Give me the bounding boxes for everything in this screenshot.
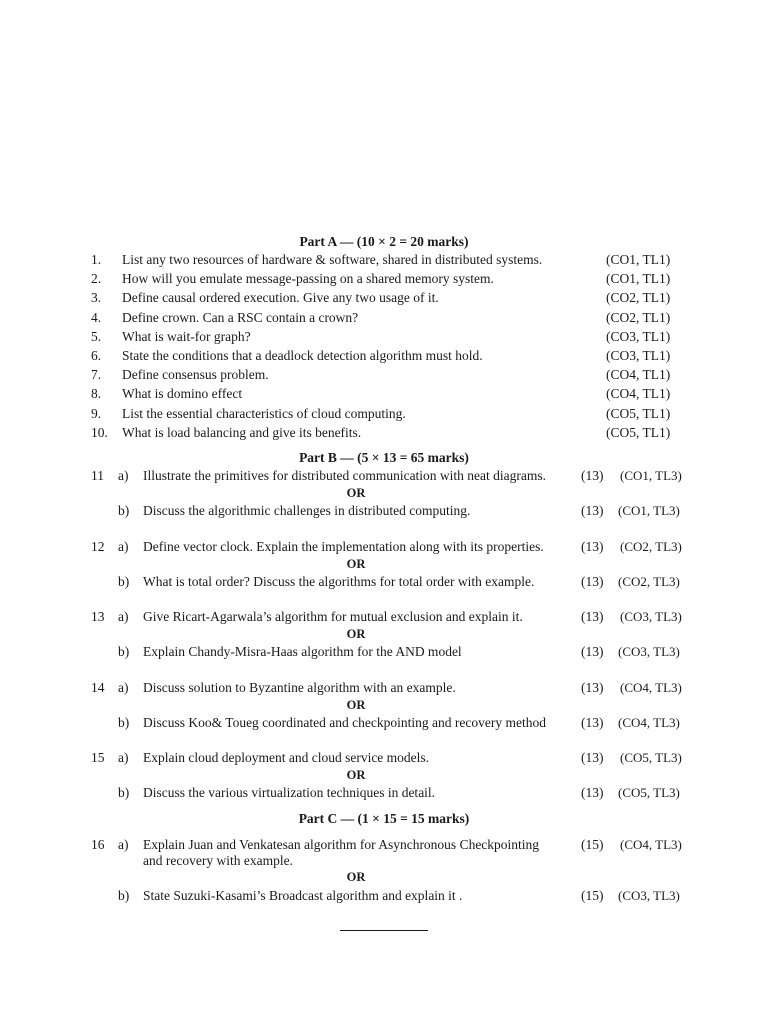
- question-text: State the conditions that a deadlock detection algorithm must hold.: [122, 348, 483, 363]
- question-text: Illustrate the primitives for distributed communication with neat diagrams.: [143, 468, 547, 483]
- marks: (13): [581, 750, 604, 765]
- question-text: State Suzuki-Kasami’s Broadcast algorithm and explain it .: [143, 888, 463, 903]
- closing-rule: [340, 930, 428, 931]
- or-separator: OR: [346, 768, 366, 782]
- part-b-heading: Part B — (5 × 13 = 65 marks): [299, 450, 469, 465]
- question-text: Explain cloud deployment and cloud service models.: [143, 750, 430, 765]
- question-number: 5.: [91, 328, 102, 344]
- question-text: What is wait-for graph?: [122, 328, 251, 344]
- question-text: Explain Juan and Venkatesan algorithm for Asynchronous Checkpointing: [143, 837, 540, 852]
- marks: (13): [581, 785, 604, 800]
- part-c-heading: Part C — (1 × 15 = 15 marks): [298, 811, 470, 826]
- question-number: 12: [91, 538, 105, 554]
- or-separator: OR: [346, 697, 366, 712]
- question-text: What is domino effect: [122, 386, 243, 402]
- question-number: 1.: [91, 252, 102, 267]
- question-text: Give Ricart-Agarwala’s algorithm for mutual exclusion and explain it.: [143, 609, 523, 624]
- course-outcome: (CO3, TL3): [620, 609, 682, 624]
- question-number: 16: [91, 837, 105, 852]
- course-outcome: (CO4, TL3): [618, 714, 680, 730]
- question-text: Discuss the various virtualization techniques in detail.: [143, 785, 436, 800]
- course-outcome: (CO2, TL3): [620, 538, 682, 554]
- marks: (13): [581, 714, 604, 730]
- course-outcome: (CO3, TL1): [606, 328, 671, 344]
- option-label: b): [118, 573, 130, 589]
- question-text: Discuss the algorithmic challenges in distributed computing.: [143, 503, 471, 518]
- question-number: 15: [91, 750, 105, 765]
- question-text: What is total order? Discuss the algorithms for total order with example.: [143, 573, 535, 589]
- question-number: 14: [91, 679, 105, 695]
- marks: (15): [581, 888, 604, 903]
- course-outcome: (CO5, TL3): [618, 785, 680, 800]
- question-text: How will you emulate message-passing on a shared memory system.: [122, 271, 494, 287]
- question-text-continued: and recovery with example.: [143, 853, 293, 868]
- course-outcome: (CO2, TL3): [618, 573, 680, 589]
- part-a-heading: Part A — (10 × 2 = 20 marks): [299, 234, 469, 249]
- question-text: Discuss solution to Byzantine algorithm with an example.: [143, 679, 456, 695]
- marks: (13): [581, 644, 604, 659]
- marks: (13): [581, 573, 604, 589]
- option-label: b): [118, 888, 130, 903]
- option-label: b): [118, 714, 130, 730]
- or-separator: OR: [346, 486, 366, 500]
- question-number: 6.: [91, 348, 102, 363]
- course-outcome: (CO1, TL3): [618, 503, 680, 518]
- course-outcome: (CO1, TL3): [620, 468, 682, 483]
- question-text: List any two resources of hardware & software, shared in distributed systems.: [122, 252, 543, 267]
- question-number: 10.: [91, 424, 108, 440]
- question-text: Define vector clock. Explain the implementation along with its properties.: [143, 538, 544, 554]
- question-number: 8.: [91, 386, 102, 402]
- question-number: 13: [91, 609, 105, 624]
- option-label: a): [118, 837, 129, 852]
- question-text: List the essential characteristics of cloud computing.: [122, 405, 406, 421]
- course-outcome: (CO1, TL1): [606, 271, 671, 287]
- course-outcome: (CO4, TL3): [620, 837, 682, 852]
- question-text: Discuss Koo& Toueg coordinated and checkpointing and recovery method: [143, 714, 546, 730]
- option-label: a): [118, 468, 129, 483]
- question-text: Define consensus problem.: [122, 367, 269, 383]
- or-separator: OR: [346, 870, 366, 884]
- option-label: b): [118, 503, 130, 518]
- option-label: b): [118, 644, 130, 659]
- question-text: What is load balancing and give its benefits.: [122, 424, 362, 440]
- option-label: a): [118, 538, 129, 554]
- course-outcome: (CO1, TL1): [606, 252, 671, 267]
- option-label: a): [118, 679, 129, 695]
- course-outcome: (CO4, TL1): [606, 367, 671, 383]
- option-label: a): [118, 750, 129, 765]
- marks: (13): [581, 538, 604, 554]
- course-outcome: (CO4, TL3): [620, 679, 682, 695]
- course-outcome: (CO4, TL1): [606, 386, 671, 402]
- course-outcome: (CO3, TL3): [618, 888, 680, 903]
- marks: (13): [581, 503, 604, 518]
- marks: (13): [581, 468, 604, 483]
- question-number: 4.: [91, 309, 102, 325]
- marks: (13): [581, 609, 604, 624]
- question-number: 9.: [91, 405, 102, 421]
- marks: (15): [581, 837, 604, 852]
- or-separator: OR: [346, 627, 366, 641]
- question-text: Explain Chandy-Misra-Haas algorithm for the AND model: [143, 644, 462, 659]
- option-label: a): [118, 609, 129, 624]
- course-outcome: (CO3, TL1): [606, 348, 671, 363]
- question-text: Define causal ordered execution. Give any two usage of it.: [122, 290, 439, 306]
- question-number: 3.: [91, 290, 102, 306]
- course-outcome: (CO5, TL1): [606, 424, 671, 440]
- marks: (13): [581, 679, 604, 695]
- course-outcome: (CO2, TL1): [606, 309, 671, 325]
- question-number: 11: [91, 468, 104, 483]
- option-label: b): [118, 785, 130, 800]
- course-outcome: (CO5, TL1): [606, 405, 671, 421]
- question-text: Define crown. Can a RSC contain a crown?: [122, 309, 359, 325]
- question-number: 7.: [91, 367, 102, 383]
- question-number: 2.: [91, 271, 102, 287]
- course-outcome: (CO3, TL3): [618, 644, 680, 659]
- course-outcome: (CO2, TL1): [606, 290, 671, 306]
- course-outcome: (CO5, TL3): [620, 750, 682, 765]
- or-separator: OR: [346, 556, 366, 571]
